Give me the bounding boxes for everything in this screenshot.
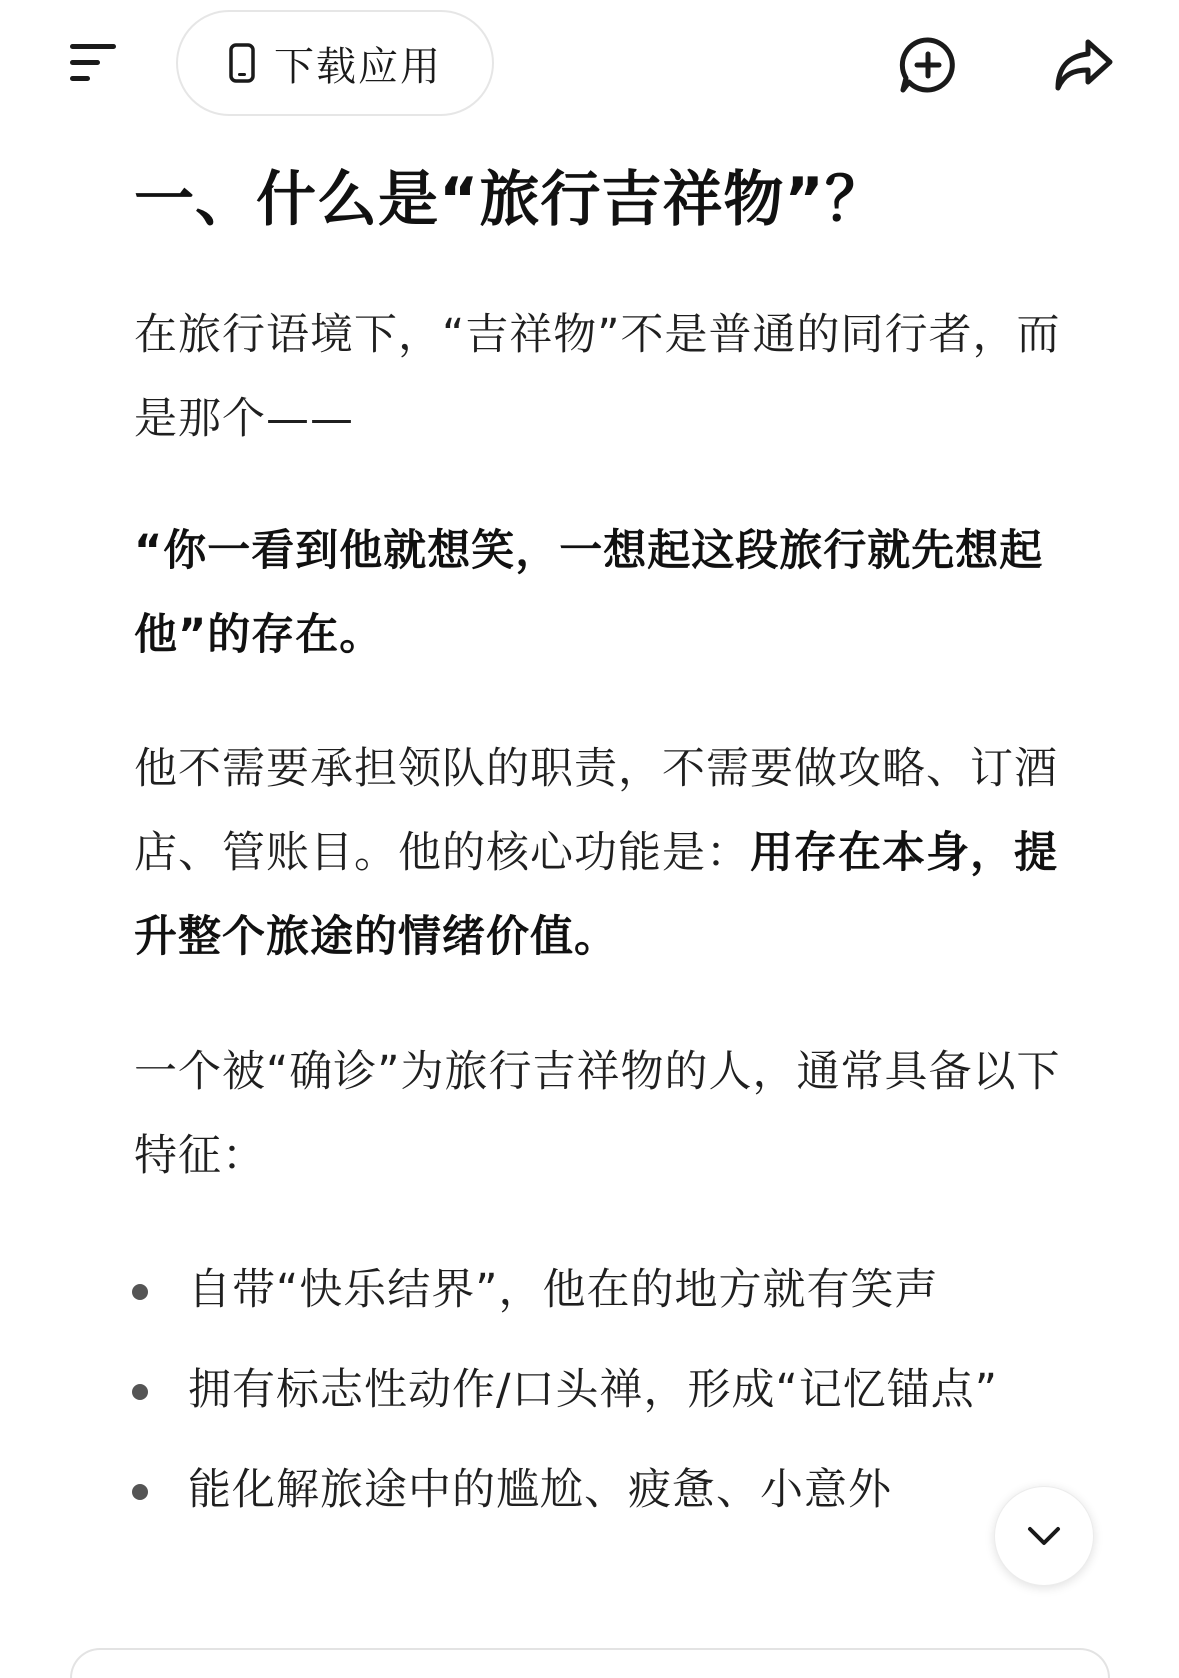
paragraph-role-text: 他不需要承担领队的职责，不需要做攻略、订酒店、管账目。他的核心功能是：: [134, 744, 1058, 878]
input-bar-edge: [70, 1648, 1110, 1678]
chevron-down-icon: [1026, 1525, 1062, 1547]
new-chat-icon: [895, 32, 961, 98]
list-item: [130, 1448, 1070, 1532]
share-button[interactable]: [1050, 32, 1116, 98]
list-item: [130, 1248, 1070, 1332]
bullet-dot: [132, 1484, 148, 1500]
menu-button[interactable]: [64, 40, 124, 84]
scroll-down-button[interactable]: [994, 1486, 1094, 1586]
list-item: [130, 1348, 1070, 1432]
menu-icon: [64, 40, 124, 84]
phone-icon: [228, 42, 256, 84]
new-chat-button[interactable]: [895, 32, 961, 98]
paragraph-role: [134, 727, 1064, 979]
list-item-text: 能化解旅途中的尴尬、疲惫、小意外: [188, 1465, 892, 1515]
paragraph-intro: 在旅行语境下，“吉祥物”不是普通的同行者，而是那个——: [134, 310, 1061, 444]
traits-list: [130, 1248, 1070, 1548]
paragraph-traits-intro: 一个被“确诊”为旅行吉祥物的人，通常具备以下特征：: [134, 1047, 1061, 1181]
paragraph-quote: “你一看到他就想笑，一想起这段旅行就先想起他”的存在。: [134, 526, 1044, 660]
bullet-dot: [132, 1284, 148, 1300]
bullet-dot: [132, 1384, 148, 1400]
download-app-label: 下载应用: [274, 43, 442, 90]
list-item-text: 自带“快乐结界”，他在的地方就有笑声: [188, 1265, 939, 1315]
top-bar: [0, 0, 1179, 130]
list-item-text: 拥有标志性动作/口头禅，形成“记忆锚点”: [188, 1365, 999, 1415]
share-icon: [1050, 32, 1116, 98]
download-app-button[interactable]: [176, 10, 494, 116]
section-heading: 一、什么是“旅行吉祥物”？: [134, 165, 886, 235]
paragraph-role-emphasis: 用存在本身，提升整个旅途的情绪价值。: [134, 828, 1058, 962]
